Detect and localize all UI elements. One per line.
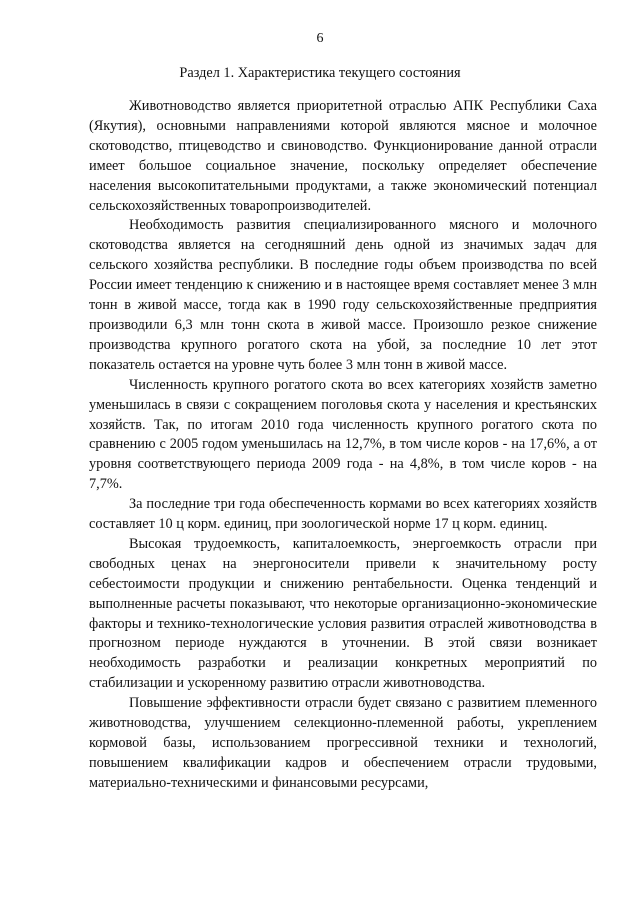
paragraph-costs-and-measures: Высокая трудоемкость, капиталоемкость, энергоемкость отрасли при свободных ценах на энергоносители привели к значительному росту себестоимости продукции и снижению рентабельности. Оценка тенденций и выполненные расчеты показывают, что некоторые организационно-экономические факторы и технико-технологические условия развития отраслей животноводства в прогнозном периоде нуждаются в уточнении. В этой связи возникает необходимость разработки и реализации конкретных мероприятий по стабилизации и ускоренному развитию отрасли животноводства. [89,535,597,692]
paragraph-cattle-numbers: Численность крупного рогатого скота во всех категориях хозяйств заметно уменьшилась в связи с сокращением поголовья скота у населения и крестьянских хозяйств. Так, по итогам 2010 года численность крупного рогатого скота по сравнению с 2005 годом уменьшилась на 12,7%, в том числе коров - на 17,6%, а от уровня соответствующего периода 2009 года - на 4,8%, в том числе коров - на 7,7%. [89,376,597,493]
section-title: Раздел 1. Характеристика текущего состояния [179,65,461,81]
paragraph-feed-supply: За последние три года обеспеченность кормами во всех категориях хозяйств составляет 10 ц корм. единиц, при зоологической норме 17 ц корм. единиц. [89,496,597,533]
page-number: 6 [316,31,324,46]
paragraph-livestock-priority: Животноводство является приоритетной отраслью АПК Республики Саха (Якутия), основными направлениями которой являются мясное и молочное скотоводство, птицеводство и свиноводство. Функционирование данной отрасли имеет большое социальное значение, поскольку определяет обеспечение населения высокопитательными продуктами, а также экономический потенциал сельскохозяйственных товаропроизводителей. [89,98,597,214]
paragraph-cattle-breeding-need: Необходимость развития специализированного мясного и молочного скотоводства является на сегодняшний день одной из значимых задач для сельского хозяйства республики. В последние годы объем производства по всей России имеет тенденцию к снижению и в настоящее время составляет менее 3 млн тонн в живой массе, тогда как в 1990 году сельскохозяйственные предприятия производили 6,3 млн тонн скота в живой массе. Произошло резкое снижение производства крупного рогатого скота на убой, за последние 10 лет этот показатель остается на уровне чуть более 3 млн тонн в живой массе. [89,217,597,373]
paragraph-efficiency-improvement: Повышение эффективности отрасли будет связано с развитием племенного животноводства, улучшением селекционно-племенной работы, укреплением кормовой базы, использованием прогрессивной техники и технологий, повышением квалификации кадров и обеспечением отрасли трудовыми, материально-техническими и финансовыми ресурсами, [89,695,597,791]
body-text [89,97,597,794]
